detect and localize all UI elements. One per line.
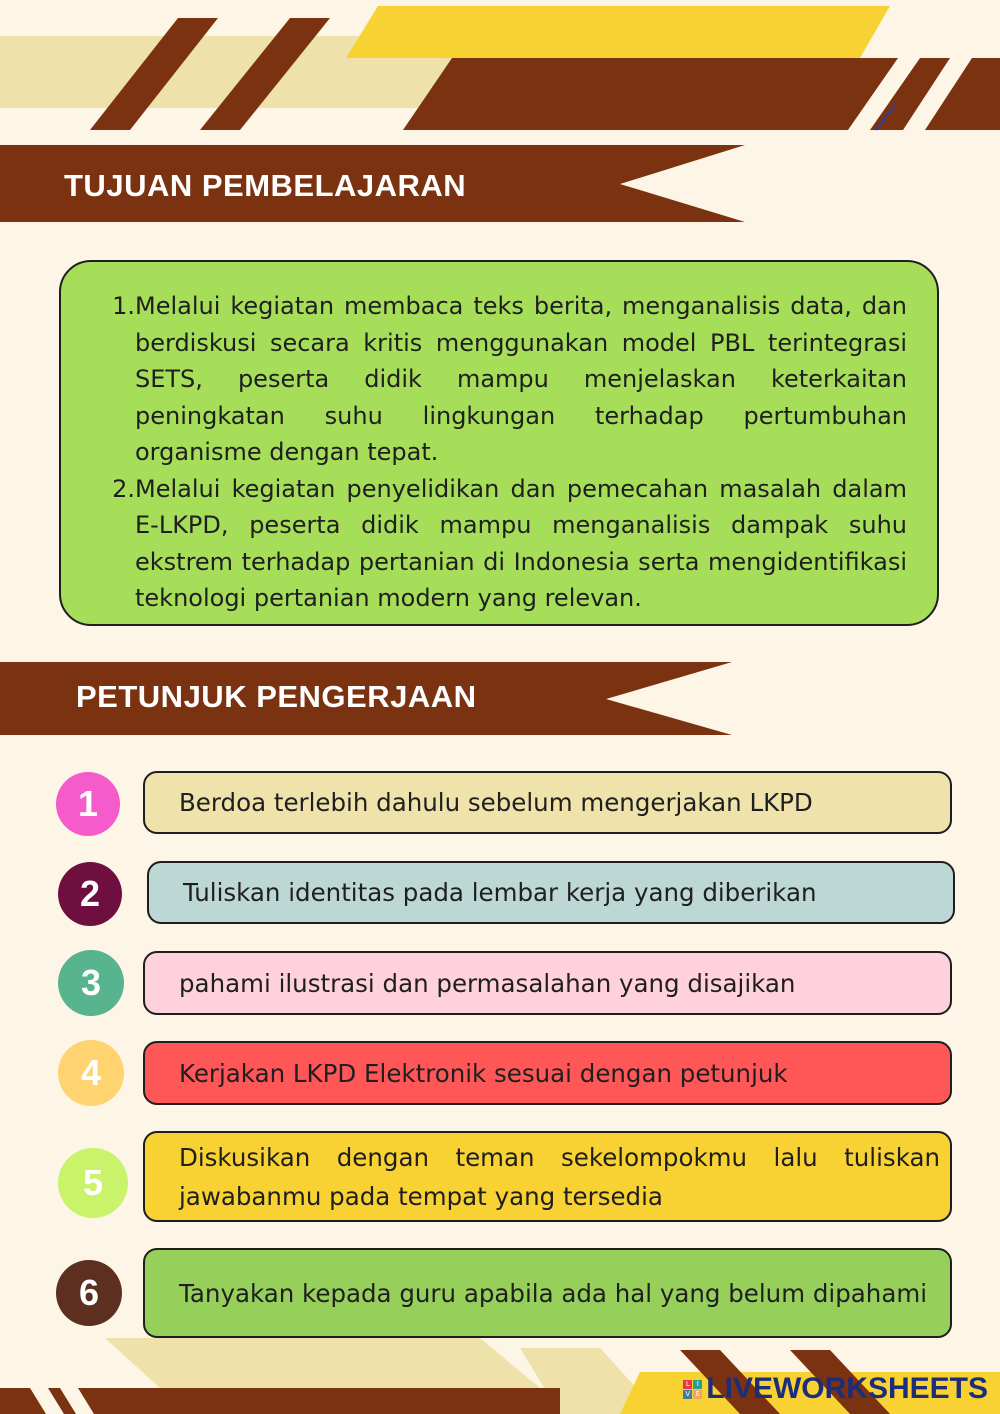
logo-mark-letter: V [683, 1390, 692, 1399]
objective-number: 2. [112, 474, 135, 503]
step-text: Tanyakan kepada guru apabila ada hal yang belum dipahami [179, 1278, 928, 1308]
logo-mark-icon [683, 1380, 702, 1399]
step-number-badge: 6 [56, 1260, 122, 1326]
step-text: Berdoa terlebih dahulu sebelum mengerjakan LKPD [179, 788, 813, 817]
step-number-badge: 5 [58, 1148, 128, 1218]
liveworksheets-logo [683, 1372, 988, 1406]
step-text: pahami ilustrasi dan permasalahan yang disajikan [179, 968, 796, 998]
step-text: Diskusikan dengan teman sekelompokmu lalu tuliskan jawabanmu pada tempat yang tersedia [179, 1142, 940, 1211]
step-number-badge: 2 [58, 862, 122, 926]
step-number-badge: 4 [58, 1040, 124, 1106]
logo-text: LIVEWORKSHEETS [706, 1372, 988, 1405]
logo-mark-letter: E [693, 1390, 702, 1399]
objective-number: 1. [112, 292, 135, 320]
logo-mark-letter: L [683, 1380, 692, 1389]
instructions-heading: PETUNJUK PENGERJAAN [76, 679, 477, 714]
step-text: Tuliskan identitas pada lembar kerja yang diberikan [183, 878, 817, 907]
objectives-heading: TUJUAN PEMBELAJARAN [64, 168, 467, 203]
logo-mark-letter: I [693, 1380, 702, 1389]
step-number-badge: 1 [56, 772, 120, 836]
objective-text: Melalui kegiatan penyelidikan dan pemecahan masalah dalam E-LKPD, peserta didik mampu menganalisis dampak suhu ekstrem terhadap pertanian di Indonesia serta mengidentifikasi teknologi pertanian modern yang relevan. [135, 474, 907, 612]
step-text: Kerjakan LKPD Elektronik sesuai dengan petunjuk [179, 1058, 788, 1088]
objective-text: Melalui kegiatan membaca teks berita, menganalisis data, dan berdiskusi secara kritis menggunakan model PBL terintegrasi SETS, peserta didik mampu menjelaskan keterkaitan peningkatan suhu lingkungan terhadap pertumbuhan organisme dengan tepat. [135, 292, 907, 466]
step-number-badge: 3 [58, 950, 124, 1016]
